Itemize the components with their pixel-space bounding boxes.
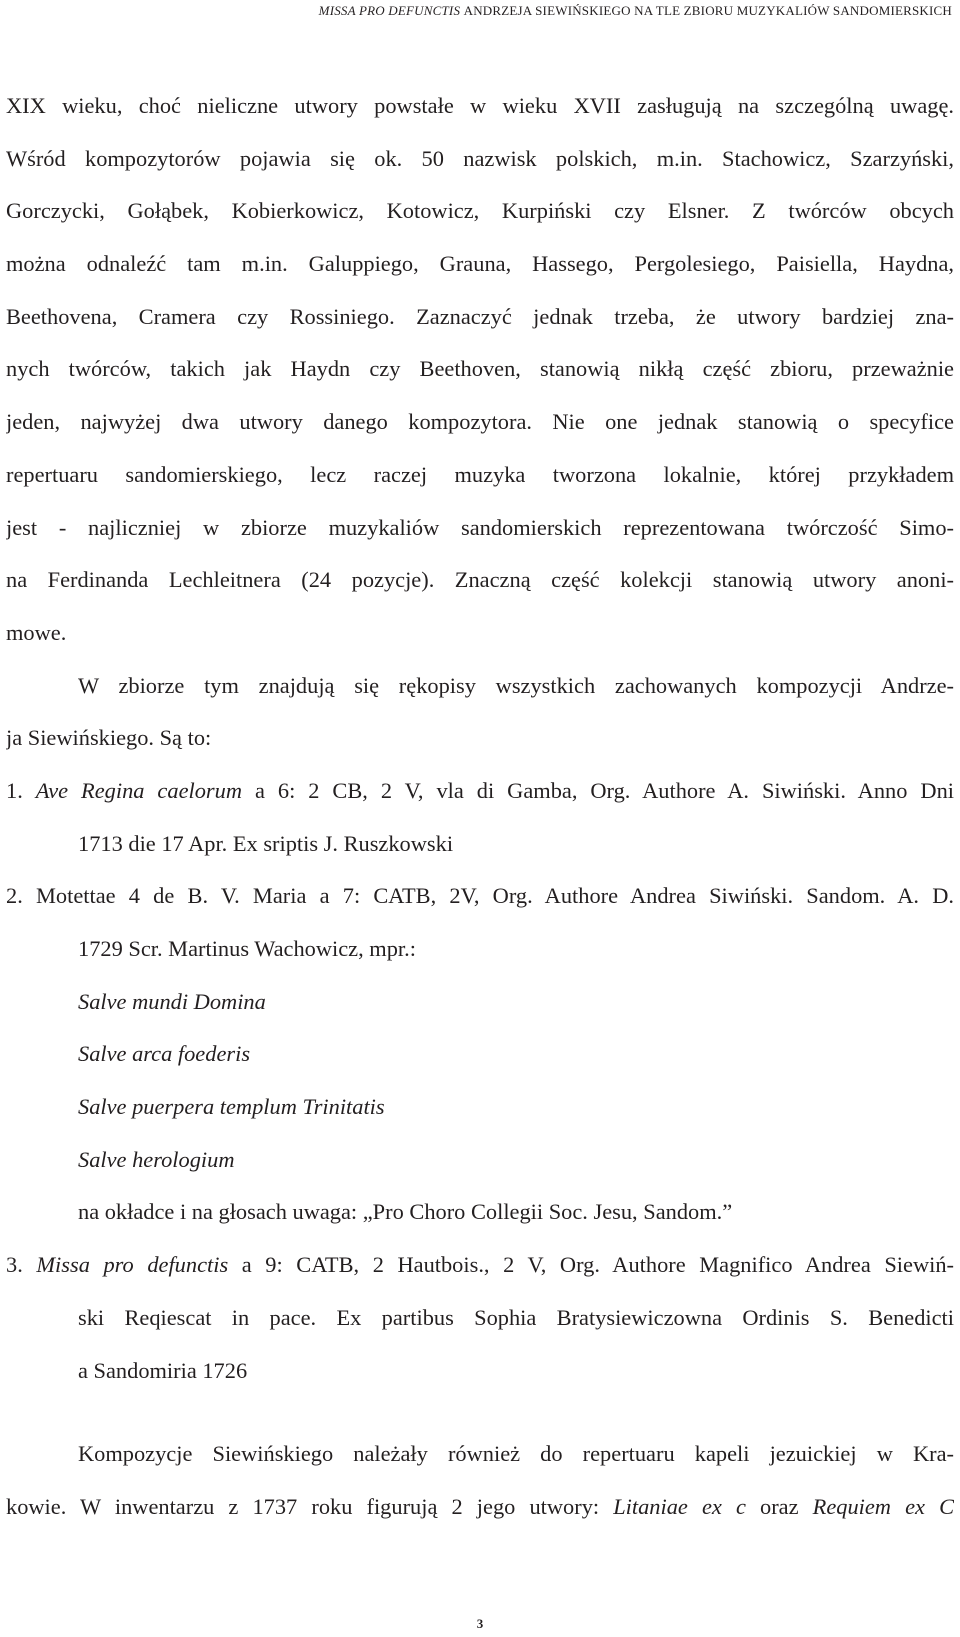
motet-part: Salve puerpera templum Trinitatis bbox=[78, 1094, 385, 1120]
text-line: Gorczycki, Gołąbek, Kobierkowicz, Kotowicz, Kurpiński czy Elsner. Z twórców obcych bbox=[6, 198, 954, 224]
list-item-continuation: 1713 die 17 Apr. Ex sriptis J. Ruszkowski bbox=[78, 830, 454, 856]
running-head bbox=[319, 3, 952, 19]
list-item-continuation: ski Reqiescat in pace. Ex partibus Sophia Bratysiewiczowna Ordinis S. Benedicti bbox=[78, 1304, 954, 1330]
work-title: Requiem ex C bbox=[812, 1493, 954, 1519]
running-head-title: MISSA PRO DEFUNCTIS bbox=[318, 3, 461, 18]
paragraph-gap bbox=[6, 1397, 954, 1428]
text-line: można odnaleźć tam m.in. Galuppiego, Grauna, Hassego, Pergolesiego, Paisiella, Haydna, bbox=[6, 251, 954, 277]
list-item-line bbox=[6, 765, 954, 818]
motet-part: Salve herologium bbox=[78, 1146, 235, 1172]
text-segment: oraz bbox=[745, 1493, 813, 1519]
item-number: 3. bbox=[6, 1252, 23, 1278]
running-head-subtitle: ANDRZEJA SIEWIŃSKIEGO NA TLE ZBIORU MUZYKALIÓW SANDOMIERSKICH bbox=[463, 3, 952, 18]
list-item-3 bbox=[6, 1239, 954, 1397]
text-line: ja Siewińskiego. Są to: bbox=[6, 725, 212, 751]
text-line: W zbiorze tym znajdują się rękopisy wszystkich zachowanych kompozycji Andrze- bbox=[78, 672, 954, 698]
list-item-continuation: a Sandomiria 1726 bbox=[78, 1357, 248, 1383]
motet-part: Salve arca foederis bbox=[78, 1041, 251, 1067]
text-line: XIX wieku, choć nieliczne utwory powstałe w wieku XVII zasługują na szczególną uwagę. bbox=[6, 93, 954, 118]
text-line: mowe. bbox=[6, 619, 67, 645]
text-line: nych twórców, takich jak Haydn czy Beethoven, stanowią nikłą część zbioru, przeważnie bbox=[6, 356, 954, 382]
page-number: 3 bbox=[476, 1616, 484, 1631]
text-line: repertuaru sandomierskiego, lecz raczej muzyka tworzona lokalnie, której przykładem bbox=[6, 461, 954, 487]
cover-note: na okładce i na głosach uwaga: „Pro Choro Collegii Soc. Jesu, Sandom.” bbox=[78, 1199, 733, 1225]
text-line: jeden, najwyżej dwa utwory danego kompozytora. Nie one jednak stanowią o specyfice bbox=[6, 409, 954, 435]
list-item-line bbox=[6, 1239, 954, 1292]
text-line: na Ferdinanda Lechleitnera (24 pozycje). Znaczną część kolekcji stanowią utwory anoni- bbox=[6, 567, 954, 593]
paragraph-composers bbox=[6, 80, 954, 660]
text-line: Kompozycje Siewińskiego należały również do repertuaru kapeli jezuickiej w Kra- bbox=[78, 1441, 954, 1467]
list-item-1 bbox=[6, 765, 954, 870]
body-text bbox=[6, 80, 954, 1534]
work-title: Litaniae ex c bbox=[613, 1493, 746, 1519]
text-line: Beethovena, Cramera czy Rossiniego. Zaznaczyć jednak trzeba, że utwory bardziej zna- bbox=[6, 303, 954, 329]
paragraph-collection bbox=[6, 660, 954, 765]
text-segment: kowie. W inwentarzu z 1737 roku figurują 2 jego utwory: bbox=[6, 1493, 614, 1519]
item-details: a 9: CATB, 2 Hautbois., 2 V, Org. Authore Magnifico Andrea Siewiń- bbox=[228, 1252, 954, 1278]
motet-part: Salve mundi Domina bbox=[78, 988, 266, 1014]
list-item-2 bbox=[6, 870, 954, 1239]
text-line: Wśród kompozytorów pojawia się ok. 50 nazwisk polskich, m.in. Stachowicz, Szarzyński, bbox=[6, 145, 954, 171]
item-details: a 6: 2 CB, 2 V, vla di Gamba, Org. Authore A. Siwiński. Anno Dni bbox=[242, 777, 954, 803]
work-title: Missa pro defunctis bbox=[36, 1252, 229, 1278]
text-line: jest - najliczniej w zbiorze muzykaliów sandomierskich reprezentowana twórczość Simo- bbox=[6, 514, 954, 540]
text-line bbox=[6, 1481, 954, 1534]
list-item-line: 2. Motettae 4 de B. V. Maria a 7: CATB, 2V, Org. Authore Andrea Siwiński. Sandom. A. D. bbox=[6, 883, 954, 909]
item-number: 1. bbox=[6, 777, 23, 803]
paragraph-krakow bbox=[6, 1428, 954, 1533]
list-item-continuation: 1729 Scr. Martinus Wachowicz, mpr.: bbox=[78, 936, 416, 961]
work-title: Ave Regina caelorum bbox=[35, 777, 243, 803]
